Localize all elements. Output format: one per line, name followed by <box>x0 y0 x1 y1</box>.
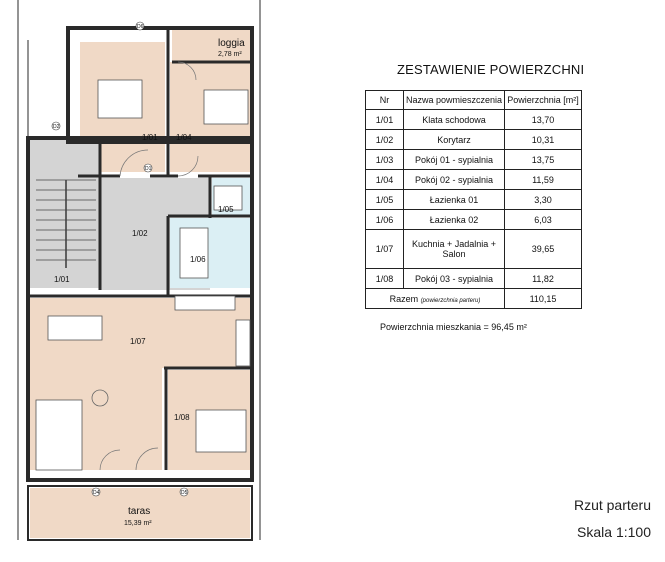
row-area: 11,59 <box>505 170 582 190</box>
room-label-1-01: 1/01 <box>54 275 70 284</box>
row-name: Łazienka 02 <box>404 210 505 230</box>
row-name: Pokój 02 - sypialnia <box>404 170 505 190</box>
row-area: 11,82 <box>505 269 582 289</box>
header-area: Powierzchnia [m²] <box>505 91 582 110</box>
table-row <box>366 269 582 289</box>
table-row <box>366 170 582 190</box>
row-area: 13,70 <box>505 110 582 130</box>
door-tag-d6: D6 <box>137 24 144 30</box>
terrace-name: taras <box>128 506 151 517</box>
summary-title: ZESTAWIENIE POWIERZCHNI <box>397 62 585 77</box>
row-area: 6,03 <box>505 210 582 230</box>
scale-caption: Skala 1:100 <box>577 524 651 540</box>
loggia-name: loggia <box>218 38 245 49</box>
table-row <box>366 230 582 269</box>
total-label: Razem <box>389 293 419 304</box>
row-name: Pokój 01 - sypialnia <box>404 150 505 170</box>
row-name: Kuchnia + Jadalnia + Salon <box>404 230 505 269</box>
table-row <box>366 150 582 170</box>
header-nr: Nr <box>366 91 404 110</box>
door-tag-d5: D5 <box>181 490 188 496</box>
area-summary-table <box>365 90 582 309</box>
door-tag-d2: D2 <box>53 124 60 130</box>
loggia-area: 2,78 m² <box>218 51 242 58</box>
row-name: Łazienka 01 <box>404 190 505 210</box>
row-nr: 1/02 <box>366 130 404 150</box>
row-nr: 1/03 <box>366 150 404 170</box>
row-name: Klata schodowa <box>404 110 505 130</box>
total-note: (powierzchnia parteru) <box>420 297 481 304</box>
row-nr: 1/01 <box>366 110 404 130</box>
room-label-1-08: 1/08 <box>174 413 190 422</box>
room-label-1-06: 1/06 <box>190 255 206 264</box>
row-nr: 1/07 <box>366 230 404 269</box>
table-header-row <box>366 91 582 110</box>
view-caption: Rzut parteru <box>573 497 651 513</box>
room-label-1-07: 1/07 <box>130 337 146 346</box>
table-row <box>366 190 582 210</box>
table-row <box>366 110 582 130</box>
door-tag-d4: D4 <box>93 490 100 496</box>
room-label-1-02: 1/02 <box>132 229 148 238</box>
row-nr: 1/04 <box>366 170 404 190</box>
room-label-1-04: 1/04 <box>176 133 192 142</box>
table-row <box>366 130 582 150</box>
total-area: 110,15 <box>505 289 582 309</box>
row-name: Pokój 03 - sypialnia <box>404 269 505 289</box>
door-tag-d1: D1 <box>145 166 152 172</box>
room-label-1-05: 1/05 <box>218 205 234 214</box>
room-fill-1-01 <box>30 140 100 288</box>
row-area: 3,30 <box>505 190 582 210</box>
header-name: Nazwa powmieszczenia <box>404 91 505 110</box>
table-row <box>366 210 582 230</box>
table-total-row <box>366 289 582 309</box>
row-name: Korytarz <box>404 130 505 150</box>
row-nr: 1/08 <box>366 269 404 289</box>
living-area-note: Powierzchnia mieszkania = 96,45 m² <box>380 322 527 332</box>
terrace-area: 15,39 m² <box>124 520 152 527</box>
room-label-1-03: 1/01 <box>142 133 158 142</box>
row-area: 10,31 <box>505 130 582 150</box>
row-area: 13,75 <box>505 150 582 170</box>
row-nr: 1/05 <box>366 190 404 210</box>
row-area: 39,65 <box>505 230 582 269</box>
total-label-cell <box>366 289 505 309</box>
row-nr: 1/06 <box>366 210 404 230</box>
